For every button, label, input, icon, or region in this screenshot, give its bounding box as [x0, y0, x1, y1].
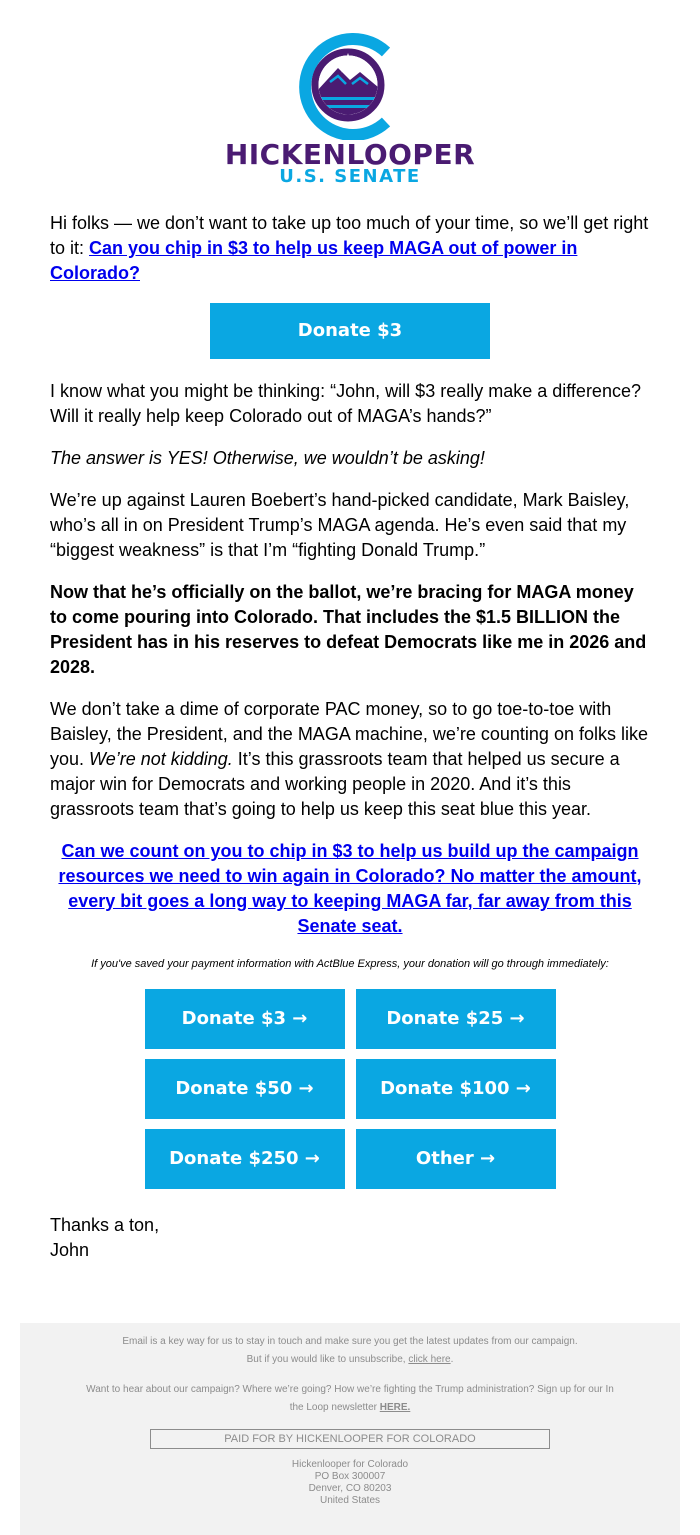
footer-line-3: Want to hear about our campaign? Where we’re going? How we’re fighting the Trump administration? Sign up for our In the Loop newsletter	[86, 1384, 614, 1413]
footer	[20, 1323, 680, 1535]
donate-button-grid	[50, 989, 650, 1189]
footer-newsletter-text	[20, 1381, 680, 1417]
donate-100-button[interactable]: Donate $100 →	[356, 1059, 556, 1119]
footer-unsubscribe-text	[20, 1333, 680, 1369]
paragraph-2: The answer is YES! Otherwise, we wouldn’t be asking!	[50, 448, 485, 468]
footer-line-1: Email is a key way for us to stay in touch and make sure you get the latest updates from our campaign.	[122, 1336, 578, 1347]
address-line-3: Denver, CO 80203	[308, 1483, 392, 1494]
paragraph-1: I know what you might be thinking: “John, will $3 really make a difference? Will it really help keep Colorado out of MAGA’s hands?”	[50, 381, 641, 426]
paragraph-3: We’re up against Lauren Boebert’s hand-picked candidate, Mark Baisley, who’s all in on President Trump’s MAGA agenda. He’s even said that my “biggest weakness” is that I’m “fighting Donald Trump.”	[50, 490, 630, 560]
paid-for-disclaimer: PAID FOR BY HICKENLOOPER FOR COLORADO	[150, 1429, 550, 1449]
paragraph-5-part-1: We don’t take a dime of corporate PAC money, so to go toe-to-toe with Baisley, the President, and the MAGA machine, we’re counting on folks like you.	[50, 699, 648, 769]
signoff	[50, 1213, 650, 1263]
donate-250-button[interactable]: Donate $250 →	[145, 1129, 345, 1189]
actblue-express-note: If you've saved your payment information with ActBlue Express, your donation will go through immediately:	[91, 958, 609, 970]
paragraph-5	[50, 697, 650, 822]
donate-3-grid-button[interactable]: Donate $3 →	[145, 989, 345, 1049]
address-line-1: Hickenlooper for Colorado	[291, 1459, 409, 1470]
unsubscribe-link[interactable]: click here	[408, 1354, 451, 1365]
signoff-line-1: Thanks a ton,	[50, 1215, 160, 1235]
mailing-address	[20, 1459, 680, 1507]
newsletter-signup-link[interactable]: HERE.	[379, 1402, 411, 1413]
donate-25-button[interactable]: Donate $25 →	[356, 989, 556, 1049]
intro-donate-link[interactable]: Can you chip in $3 to help us keep MAGA out of power in Colorado?	[50, 238, 578, 283]
intro-paragraph	[50, 211, 650, 286]
footer-line-2: But if you would like to unsubscribe,	[246, 1354, 409, 1365]
email-content	[0, 205, 700, 1263]
footer-line-2-end: .	[450, 1354, 454, 1365]
address-line-2: PO Box 300007	[314, 1471, 386, 1482]
paragraph-5-emphasis: We’re not kidding.	[89, 749, 233, 769]
brand-subtitle: U.S. SENATE	[279, 166, 421, 187]
paragraph-4: Now that he’s officially on the ballot, we’re bracing for MAGA money to come pouring into Colorado. That includes the $1.5 BILLION the President has in his reserves to defeat Democrats like me in 2026 and 2028.	[50, 582, 647, 677]
intro-text: Hi folks — we don’t want to take up too much of your time, so we’ll get right to it:	[50, 213, 649, 258]
paragraph-5-part-2: It’s this grassroots team that helped us secure a major win for Democrats and working people in 2020. And it’s this grassroots team that’s going to help us keep this seat blue this year.	[50, 749, 620, 819]
signoff-name: John	[50, 1240, 90, 1260]
donate-50-button[interactable]: Donate $50 →	[145, 1059, 345, 1119]
address-line-4: United States	[319, 1495, 381, 1506]
brand-name: HICKENLOOPER	[224, 138, 476, 171]
campaign-logo-icon	[294, 30, 404, 140]
cta-paragraph	[50, 839, 650, 939]
header	[0, 0, 700, 205]
cta-donate-link[interactable]: Can we count on you to chip in $3 to help us build up the campaign resources we need to win again in Colorado? No matter the amount, every bit goes a long way to keeping MAGA far, far away from this Senate seat.	[58, 841, 642, 936]
donate-3-button[interactable]: Donate $3	[210, 303, 490, 359]
donate-other-button[interactable]: Other →	[356, 1129, 556, 1189]
